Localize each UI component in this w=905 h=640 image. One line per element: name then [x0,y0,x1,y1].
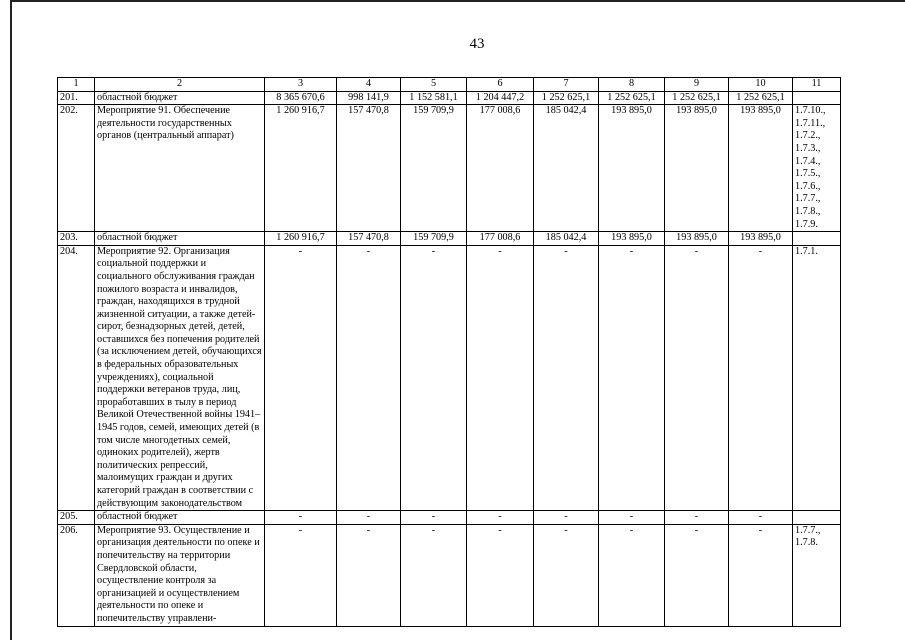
value-cell: - [729,524,793,626]
row-number: 203. [58,232,95,246]
value-cell: - [665,511,729,525]
row-number: 202. [58,105,95,232]
value-cell: - [467,524,534,626]
code-item: 1.7.8., [795,205,821,217]
codes-cell [793,245,841,510]
header-cell: 3 [265,78,337,92]
value-cell: 1 152 581,1 [401,91,467,105]
value-cell: 193 895,0 [665,105,729,232]
value-cell: - [337,511,401,525]
value-cell: - [599,524,665,626]
header-cell: 4 [337,78,401,92]
value-cell: 185 042,4 [534,105,599,232]
row-name: Мероприятие 92. Организация социальной поддержки и социального обслуживания граждан пожилого возраста и инвалидов, граждан, находящихся в трудной жизненной ситуации, а также детей-сирот, безнадзорных детей, детей, оставшихся без попечения родителей (за исключением детей, обучающихся в федеральных образовательных учреждениях), социальной поддержки ветеранов труда, лиц, проработавших в тылу в период Великой Отечественной войны 1941–1945 годов, семей, имеющих детей (в том числе многодетных семей, одиноких родителей), жертв политических репрессий, малоимущих граждан и других категорий граждан в соответствии с действующим законодательством [95,245,265,510]
value-cell: 193 895,0 [729,105,793,232]
value-cell: - [534,511,599,525]
value-cell: 159 709,9 [401,232,467,246]
code-item: 1.7.11., [795,117,826,129]
code-item: 1.7.2., [795,130,821,142]
row-name: Мероприятие 91. Обеспечение деятельности государственных органов (центральный аппарат) [95,105,265,232]
header-cell: 5 [401,78,467,92]
row-number: 206. [58,524,95,626]
header-cell: 11 [793,78,841,92]
value-cell: - [265,524,337,626]
value-cell: - [729,511,793,525]
header-row [58,78,841,92]
value-cell: - [599,245,665,510]
value-cell: - [467,511,534,525]
row-name: областной бюджет [95,511,265,525]
value-cell: 193 895,0 [665,232,729,246]
value-cell: 177 008,6 [467,232,534,246]
value-cell: - [337,245,401,510]
code-item: 1.7.6., [795,180,821,192]
value-cell: - [665,245,729,510]
value-cell: 1 252 625,1 [729,91,793,105]
scan-border-left [10,0,12,640]
codes-cell [793,105,841,232]
value-cell: 157 470,8 [337,105,401,232]
code-item: 1.7.3., [795,142,821,154]
row-number: 205. [58,511,95,525]
table-row [58,511,841,525]
value-cell: 1 260 916,7 [265,105,337,232]
row-number: 201. [58,91,95,105]
value-cell: - [401,524,467,626]
value-cell: 185 042,4 [534,232,599,246]
table-row [58,105,841,232]
header-cell: 2 [95,78,265,92]
code-item: 1.7.10., [795,105,826,117]
code-item: 1.7.7., [795,524,821,536]
value-cell: 8 365 670,6 [265,91,337,105]
codes-cell [793,91,841,105]
header-cell: 1 [58,78,95,92]
value-cell: - [467,245,534,510]
header-cell: 9 [665,78,729,92]
value-cell: - [265,245,337,510]
value-cell: 998 141,9 [337,91,401,105]
value-cell: 1 204 447,2 [467,91,534,105]
page-number: 43 [469,36,485,52]
code-item: 1.7.9. [795,218,818,230]
code-item: 1.7.8. [795,537,818,549]
table-row [58,91,841,105]
row-number: 204. [58,245,95,510]
budget-table [57,77,841,627]
row-name: областной бюджет [95,91,265,105]
value-cell: 159 709,9 [401,105,467,232]
value-cell: - [599,511,665,525]
header-cell: 8 [599,78,665,92]
scan-border-top [10,0,905,2]
code-item: 1.7.5., [795,168,821,180]
value-cell: - [265,511,337,525]
row-name: Мероприятие 93. Осуществление и организация деятельности по опеке и попечительству на территории Свердловской области, осуществление контроля за организацией и осуществлением деятельности по опеке и попечительству управлени- [95,524,265,626]
value-cell: 193 895,0 [729,232,793,246]
row-name: областной бюджет [95,232,265,246]
code-item: 1.7.7., [795,193,821,205]
value-cell: 1 252 625,1 [599,91,665,105]
value-cell: - [534,524,599,626]
value-cell: - [401,511,467,525]
value-cell: - [665,524,729,626]
header-cell: 7 [534,78,599,92]
value-cell: 1 252 625,1 [534,91,599,105]
header-cell: 6 [467,78,534,92]
table-row [58,524,841,626]
value-cell: 193 895,0 [599,105,665,232]
value-cell: - [534,245,599,510]
value-cell: - [401,245,467,510]
code-item: 1.7.1. [795,245,818,257]
value-cell: 1 252 625,1 [665,91,729,105]
code-item: 1.7.4., [795,155,821,167]
value-cell: - [729,245,793,510]
value-cell: 177 008,6 [467,105,534,232]
codes-cell [793,511,841,525]
codes-cell [793,232,841,246]
value-cell: - [337,524,401,626]
value-cell: 193 895,0 [599,232,665,246]
value-cell: 157 470,8 [337,232,401,246]
table-row [58,245,841,510]
table-row [58,232,841,246]
value-cell: 1 260 916,7 [265,232,337,246]
codes-cell [793,524,841,626]
header-cell: 10 [729,78,793,92]
